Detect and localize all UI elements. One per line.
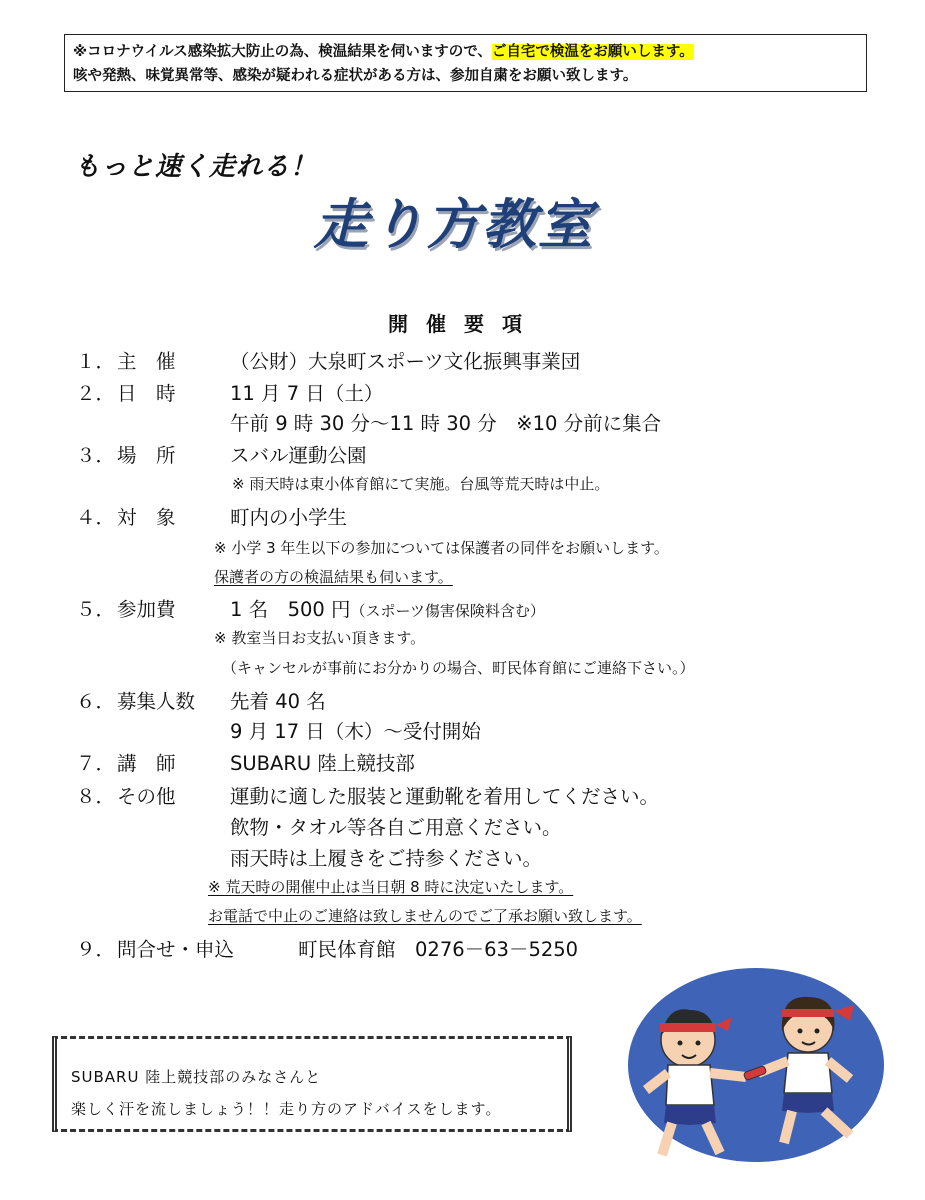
- message-line-2: 楽しく汗を流しましょう！！走り方のアドバイスをします。: [71, 1100, 502, 1118]
- item-number: ５．: [76, 598, 116, 621]
- item-value: スバル運動公園: [230, 444, 367, 467]
- fee-note-1: ※ 教室当日お支払い頂きます。: [214, 629, 426, 647]
- item-number: ９．: [76, 938, 116, 961]
- target-note-2: 保護者の方の検温結果も伺います。: [214, 568, 453, 586]
- item-label: 問合せ・申込: [117, 938, 235, 961]
- tagline: もっと速く走れる！: [74, 152, 318, 182]
- item-value: [230, 594, 545, 622]
- item-number: ７．: [76, 752, 116, 775]
- item-label: 募集人数: [117, 690, 196, 713]
- fee-note-2: （キャンセルが事前にお分かりの場合、町民体育館にご連絡下さい。）: [222, 659, 695, 677]
- target-note-1: ※ 小学 3 年生以下の参加については保護者の同伴をお願いします。: [214, 539, 669, 557]
- notice-line-1-text: ※コロナウイルス感染拡大防止の為、検温結果を伺いますので、: [73, 44, 492, 60]
- item-number: ３．: [76, 444, 116, 467]
- item-number: ８．: [76, 785, 116, 808]
- section-heading: 開催要項: [388, 312, 540, 336]
- item-value: （公財）大泉町スポーツ文化振興事業団: [230, 350, 581, 373]
- item-value: SUBARU 陸上競技部: [230, 752, 415, 775]
- item-label: 参加費: [117, 598, 176, 621]
- fee-insurance-note: （スポーツ傷害保険料含む）: [350, 602, 545, 620]
- item-label: 講 師: [117, 752, 176, 775]
- item-value-time: 午前 9 時 30 分～11 時 30 分 ※10 分前に集合: [230, 412, 662, 435]
- notice-line-2: 咳や発熱、味覚異常等、感染が疑われる症状がある方は、参加自粛をお願い致します。: [73, 68, 638, 84]
- running-children-illustration: [628, 965, 888, 1165]
- covid-notice-box: [64, 34, 867, 92]
- item-label: その他: [117, 785, 176, 808]
- fee-amount: 1 名 500 円: [230, 598, 351, 621]
- item-value: 先着 40 名: [230, 690, 326, 713]
- notice-highlight: ご自宅で検温をお願いします。: [491, 44, 694, 60]
- item-value: 運動に適した服装と運動靴を着用してください。: [230, 785, 660, 808]
- item-label: 場 所: [117, 444, 176, 467]
- item-value: 町民体育館 0276－63－5250: [298, 938, 579, 961]
- notice-line-1: [73, 40, 858, 64]
- item-label: 日 時: [117, 382, 176, 405]
- item-number: ６．: [76, 690, 116, 713]
- place-note: ※ 雨天時は東小体育館にて実施。台風等荒天時は中止。: [232, 475, 610, 493]
- other-note-2: お電話で中止のご連絡は致しませんのでご了承お願い致します。: [208, 907, 642, 925]
- item-label: 対 象: [117, 506, 176, 529]
- item-number: ４．: [76, 506, 116, 529]
- item-value: 11 月 7 日（土）: [230, 382, 384, 405]
- page-title: 走り方教室: [314, 193, 594, 256]
- capacity-start-date: 9 月 17 日（木）～受付開始: [230, 720, 481, 743]
- item-number: １．: [76, 350, 116, 373]
- message-box: [52, 1036, 572, 1132]
- other-value-2: 飲物・タオル等各自ご用意ください。: [230, 816, 562, 839]
- message-line-1: SUBARU 陸上競技部のみなさんと: [71, 1068, 322, 1086]
- item-label: 主 催: [117, 350, 176, 373]
- other-value-3: 雨天時は上履きをご持参ください。: [230, 847, 543, 870]
- item-number: ２．: [76, 382, 116, 405]
- item-value: 町内の小学生: [230, 506, 348, 529]
- other-note-1: ※ 荒天時の開催中止は当日朝 8 時に決定いたします。: [208, 878, 574, 896]
